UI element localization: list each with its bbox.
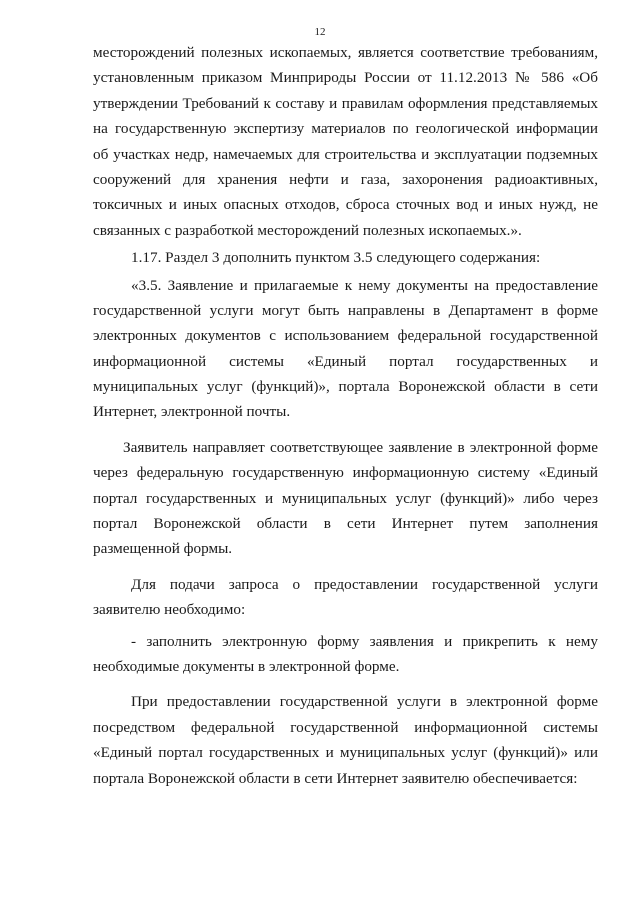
text-line: государственной услуги могут быть направлены в Департамент в форме xyxy=(93,301,598,319)
text-line: об участках недр, намечаемых для строительства и эксплуатации подземных xyxy=(93,145,598,163)
text-line: портала Воронежской области в сети Интернет заявителю обеспечивается: xyxy=(93,769,578,787)
text-line: месторождений полезных ископаемых, является соответствие требованиям, xyxy=(93,44,598,61)
text-line: муниципальных услуг (функций)», портала Воронежской области в сети xyxy=(93,378,598,396)
text-line: портал государственных и муниципальных услуг (функций)» либо через xyxy=(93,489,598,507)
text-line: сооружений для хранения нефти и газа, захоронения радиоактивных, xyxy=(93,170,598,188)
text-line: «3.5. Заявление и прилагаемые к нему документы на предоставление xyxy=(131,276,598,294)
text-line: связанных с разработкой месторождений полезных ископаемых.». xyxy=(93,221,522,239)
text-line: установленным приказом Минприроды России от 11.12.2013 № 586 «Об xyxy=(93,69,598,87)
text-line: на государственную экспертизу материалов по геологической информации xyxy=(93,120,598,138)
text-line: - заполнить электронную форму заявления и прикрепить к нему xyxy=(131,632,598,650)
text-line: заявителю необходимо: xyxy=(93,601,246,619)
text-line: портал Воронежской области в сети Интернет путем заполнения xyxy=(93,515,598,533)
document-body xyxy=(93,40,598,791)
text-line: При предоставлении государственной услуги в электронной форме xyxy=(131,693,598,711)
page-number: 12 xyxy=(314,26,326,38)
paragraph-applicant-submits xyxy=(93,435,598,562)
paragraph-request-requirements xyxy=(93,572,598,623)
text-line: токсичных и иных опасных отходов, сброса сточных вод и иных нужд, не xyxy=(93,196,598,214)
paragraph-3-5 xyxy=(93,273,598,425)
paragraph-electronic-service xyxy=(93,689,598,791)
text-line: утверждении Требований к составу и правилам оформления представляемых xyxy=(93,94,598,112)
paragraph-continuation xyxy=(93,40,598,243)
text-line: Для подачи запроса о предоставлении государственной услуги xyxy=(131,575,598,593)
paragraph-amendment-heading xyxy=(93,245,598,270)
text-line: электронных документов с использованием федеральной государственной xyxy=(93,327,598,345)
text-line: информационной системы «Единый портал государственных и xyxy=(93,352,598,370)
text-line: «Единый портал государственных и муниципальных услуг (функций)» или xyxy=(93,744,598,762)
text-line: 1.17. Раздел 3 дополнить пунктом 3.5 следующего содержания: xyxy=(131,249,541,267)
text-line: через федеральную государственную информационную систему «Единый xyxy=(93,464,598,482)
paragraph-fill-form-item xyxy=(93,629,598,680)
text-line: необходимые документы в электронной форме. xyxy=(93,657,400,675)
text-line: посредством федеральной государственной информационной системы xyxy=(93,718,598,736)
text-line: размещенной формы. xyxy=(93,540,233,558)
text-line: Интернет, электронной почты. xyxy=(93,403,291,421)
text-line: Заявитель направляет соответствующее заявление в электронной форме xyxy=(123,438,598,456)
